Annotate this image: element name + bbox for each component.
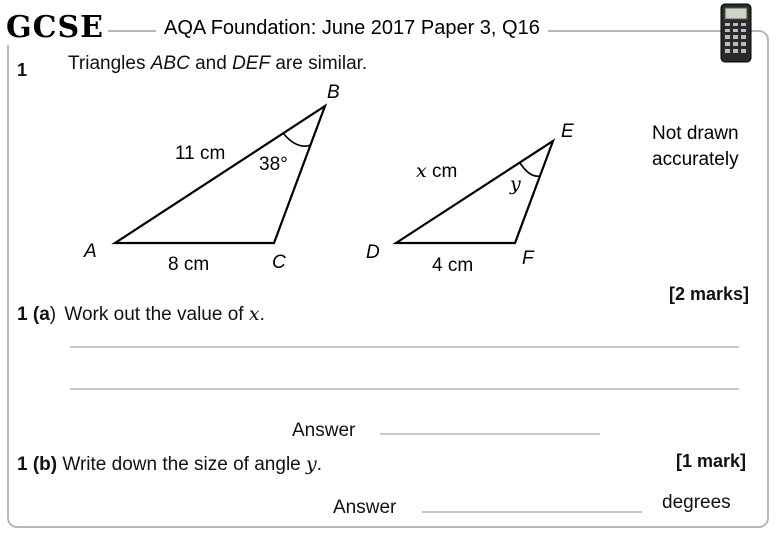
part-b-unit: degrees [662, 492, 731, 513]
angle-b-value: 38° [259, 154, 288, 175]
part-a-close: ) [49, 304, 57, 325]
part-b-var: y [306, 453, 317, 475]
working-line-2[interactable] [70, 388, 739, 390]
part-b-answer-line[interactable] [422, 511, 642, 513]
intro-triangle-abc: ABC [150, 53, 190, 74]
question-number: 1 [17, 60, 28, 80]
label-e: E [561, 121, 574, 142]
part-a-marks: [2 marks] [669, 284, 750, 304]
label-d: D [366, 242, 380, 263]
part-a-number: 1 ( [17, 304, 40, 325]
side-ac-length: 8 cm [168, 254, 210, 275]
note-accurately: accurately [652, 149, 739, 170]
triangle-abc [115, 106, 325, 243]
part-a-answer-line[interactable] [380, 433, 600, 435]
part-b-period: . [316, 454, 323, 475]
part-a-var: x [248, 303, 260, 325]
triangle-def [396, 141, 553, 243]
part-b-text: Write down the size of angle [62, 454, 301, 475]
side-ab-length: 11 cm [175, 143, 226, 164]
side-de-unit: cm [432, 161, 458, 182]
page-title: AQA Foundation: June 2017 Paper 3, Q16 [156, 17, 548, 40]
label-a: A [84, 241, 97, 262]
intro-text: Triangles [68, 53, 146, 74]
note-not-drawn: Not drawn [652, 123, 739, 144]
gcse-logo: GCSE [6, 10, 108, 45]
angle-b-arc [283, 133, 311, 146]
side-de-variable: x [416, 160, 427, 182]
part-a-answer-label: Answer [292, 420, 356, 441]
working-line-1[interactable] [70, 346, 739, 348]
angle-e-arc [520, 163, 540, 176]
part-b-question [17, 453, 322, 476]
intro-triangle-def: DEF [232, 53, 271, 74]
part-b-answer-label: Answer [333, 497, 397, 518]
part-a-letter: a [39, 304, 50, 325]
part-a-period: . [259, 304, 265, 325]
side-df-length: 4 cm [432, 255, 474, 276]
part-a-question [17, 303, 265, 326]
part-b-number: 1 (b) [17, 454, 58, 475]
part-a-text: Work out the value of [64, 304, 244, 325]
part-b-marks: [1 mark] [676, 451, 747, 471]
label-b: B [327, 82, 340, 103]
label-f: F [522, 248, 534, 269]
label-c: C [272, 252, 286, 273]
angle-e-variable: y [510, 173, 521, 195]
intro-and: and [195, 53, 227, 74]
intro-end: are similar. [275, 53, 368, 74]
